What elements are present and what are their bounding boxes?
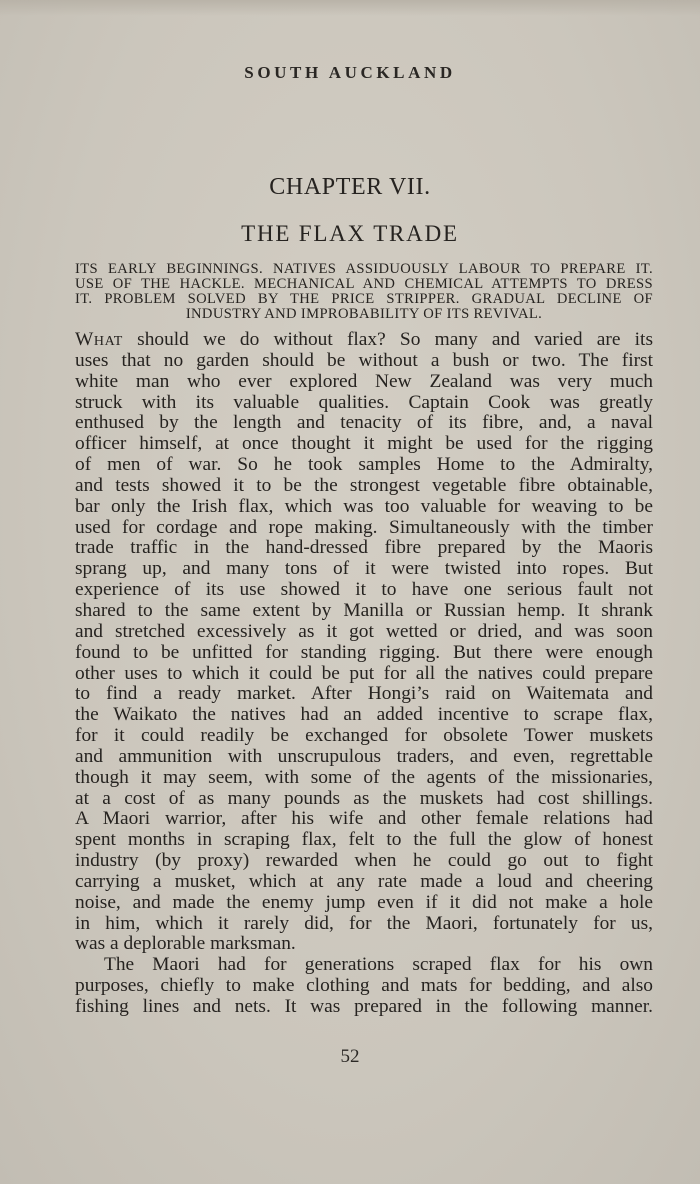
body-line: enthused by the length and tenacity of its fibre, and, a naval bbox=[75, 412, 653, 434]
body-line: fishing lines and nets. It was prepared in the following manner. bbox=[75, 996, 653, 1017]
body-line: shared to the same extent by Manilla or Russian hemp. It shrank bbox=[75, 599, 653, 621]
page-number: 52 bbox=[340, 1046, 360, 1067]
body-line-rest: should we do without flax? So many and varied are its bbox=[122, 329, 653, 350]
body-line: the Waikato the natives had an added incentive to scrape flax, bbox=[75, 704, 653, 726]
body-line: industry (by proxy) rewarded when he could go out to fight bbox=[75, 850, 653, 872]
chapter-number: CHAPTER VII. bbox=[269, 174, 431, 200]
running-head: SOUTH AUCKLAND bbox=[244, 63, 456, 82]
body-line: purposes, chiefly to make clothing and mats for bedding, and also bbox=[75, 975, 653, 997]
body-line: spent months in scraping flax, felt to the full the glow of honest bbox=[75, 829, 653, 851]
synopsis-line: USE OF THE HACKLE. MECHANICAL AND CHEMICAL ATTEMPTS TO DRESS bbox=[75, 276, 653, 292]
body-line: and ammunition with unscrupulous traders, and even, regrettable bbox=[75, 745, 653, 767]
body-line: noise, and made the enemy jump even if it did not make a hole bbox=[75, 891, 653, 913]
body-line: officer himself, at once thought it might be used for the rigging bbox=[75, 433, 653, 455]
chapter-title: THE FLAX TRADE bbox=[241, 221, 459, 246]
body-text bbox=[75, 330, 653, 1018]
chapter-synopsis bbox=[75, 262, 653, 322]
body-line: used for cordage and rope making. Simultaneously with the timber bbox=[75, 516, 653, 538]
body-line: other uses to which it could be put for all the natives could prepare bbox=[75, 662, 653, 684]
opening-word: What bbox=[75, 329, 123, 350]
body-line: trade traffic in the hand-dressed fibre prepared by the Maoris bbox=[75, 537, 653, 559]
body-line: in him, which it rarely did, for the Maori, fortunately for us, bbox=[75, 912, 653, 934]
body-line: to find a ready market. After Hongi’s raid on Waitemata and bbox=[75, 683, 653, 705]
body-line: at a cost of as many pounds as the muskets had cost shillings. bbox=[75, 787, 653, 809]
body-line: though it may seem, with some of the agents of the missionaries, bbox=[75, 766, 653, 788]
body-line: and stretched excessively as it got wetted or dried, and was soon bbox=[75, 620, 653, 642]
body-line: uses that no garden should be without a bush or two. The first bbox=[75, 349, 653, 371]
page-top-edge bbox=[0, 0, 700, 16]
body-line: white man who ever explored New Zealand was very much bbox=[75, 370, 653, 392]
body-line: A Maori warrior, after his wife and other female relations had bbox=[75, 808, 653, 830]
body-line: for it could readily be exchanged for obsolete Tower muskets bbox=[75, 725, 653, 747]
body-line: of men of war. So he took samples Home to the Admiralty, bbox=[75, 454, 653, 476]
body-line: experience of its use showed it to have one serious fault not bbox=[75, 579, 653, 601]
body-line: carrying a musket, which at any rate made a loud and cheering bbox=[75, 870, 653, 892]
body-line-paragraph-end: was a deplorable marksman. bbox=[75, 933, 296, 955]
body-line: sprang up, and many tons of it were twisted into ropes. But bbox=[75, 558, 653, 580]
synopsis-line: INDUSTRY AND IMPROBABILITY OF ITS REVIVAL. bbox=[185, 306, 543, 322]
body-line-first bbox=[75, 330, 653, 351]
body-line: struck with its valuable qualities. Captain Cook was greatly bbox=[75, 391, 653, 413]
synopsis-line: ITS EARLY BEGINNINGS. NATIVES ASSIDUOUSLY LABOUR TO PREPARE IT. bbox=[75, 261, 653, 277]
synopsis-line: IT. PROBLEM SOLVED BY THE PRICE STRIPPER. GRADUAL DECLINE OF bbox=[75, 291, 653, 307]
body-line: and tests showed it to be the strongest vegetable fibre obtainable, bbox=[75, 474, 653, 496]
body-line: bar only the Irish flax, which was too valuable for weaving to be bbox=[75, 495, 653, 517]
body-line-paragraph-start: The Maori had for generations scraped flax for his own bbox=[104, 954, 653, 976]
body-line: found to be unfitted for standing rigging. But there were enough bbox=[75, 641, 653, 663]
